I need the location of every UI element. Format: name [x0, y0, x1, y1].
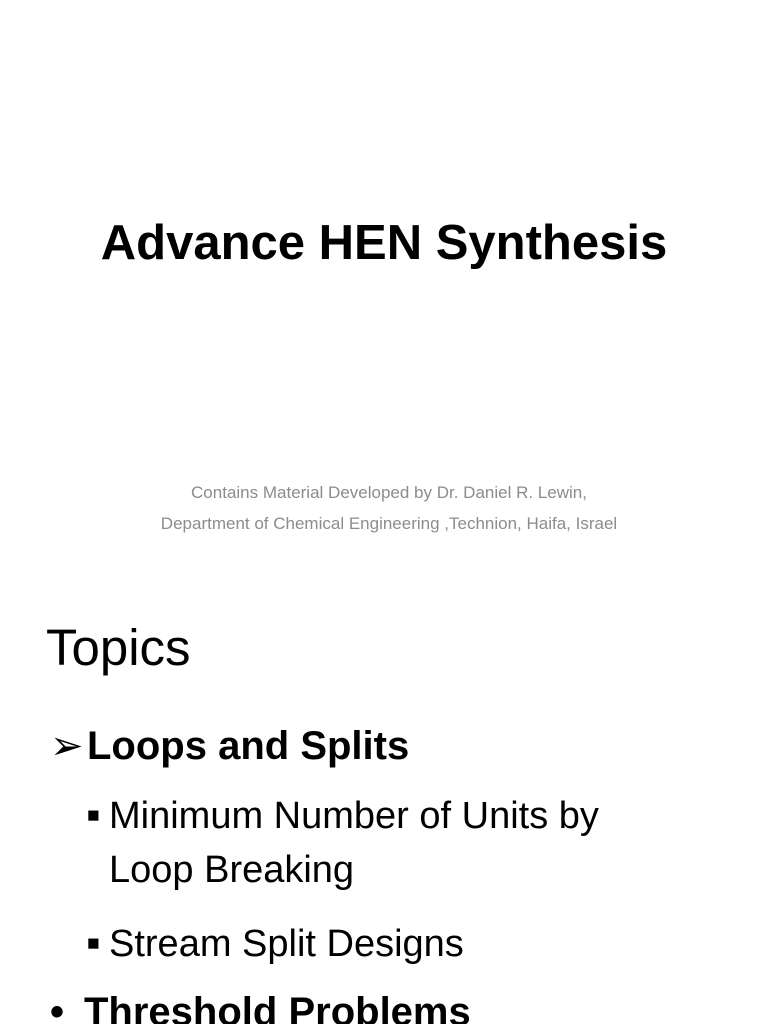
bullet-threshold-problems: [50, 986, 471, 1024]
sub-bullet-text: Stream Split Designs: [109, 923, 464, 965]
topics-slide: [0, 586, 768, 1024]
sub-bullet-text: [109, 789, 599, 897]
bullet-loops-and-splits: [50, 720, 409, 772]
arrow-bullet-icon: ➢: [50, 724, 84, 768]
square-bullet-icon: ■: [87, 932, 100, 955]
square-bullet-icon: ■: [87, 804, 100, 827]
topics-heading: Topics: [46, 619, 191, 676]
sub-bullet-line-1: Minimum Number of Units by: [109, 795, 599, 837]
slide-title: Advance HEN Synthesis: [100, 216, 668, 270]
subtitle-line-1: Contains Material Developed by Dr. Daniel R. Lewin,: [191, 483, 587, 502]
bullet-text: Threshold Problems: [84, 990, 471, 1024]
dot-bullet-icon: •: [50, 990, 65, 1024]
slide-subtitle: [0, 477, 768, 539]
subtitle-line-2: Department of Chemical Engineering ,Technion, Haifa, Israel: [160, 514, 618, 533]
sub-bullet-line-2: Loop Breaking: [109, 849, 355, 891]
sub-bullet-stream-split: [87, 917, 464, 975]
bullet-text: Loops and Splits: [87, 724, 410, 768]
sub-bullet-minimum-units: [87, 789, 599, 897]
